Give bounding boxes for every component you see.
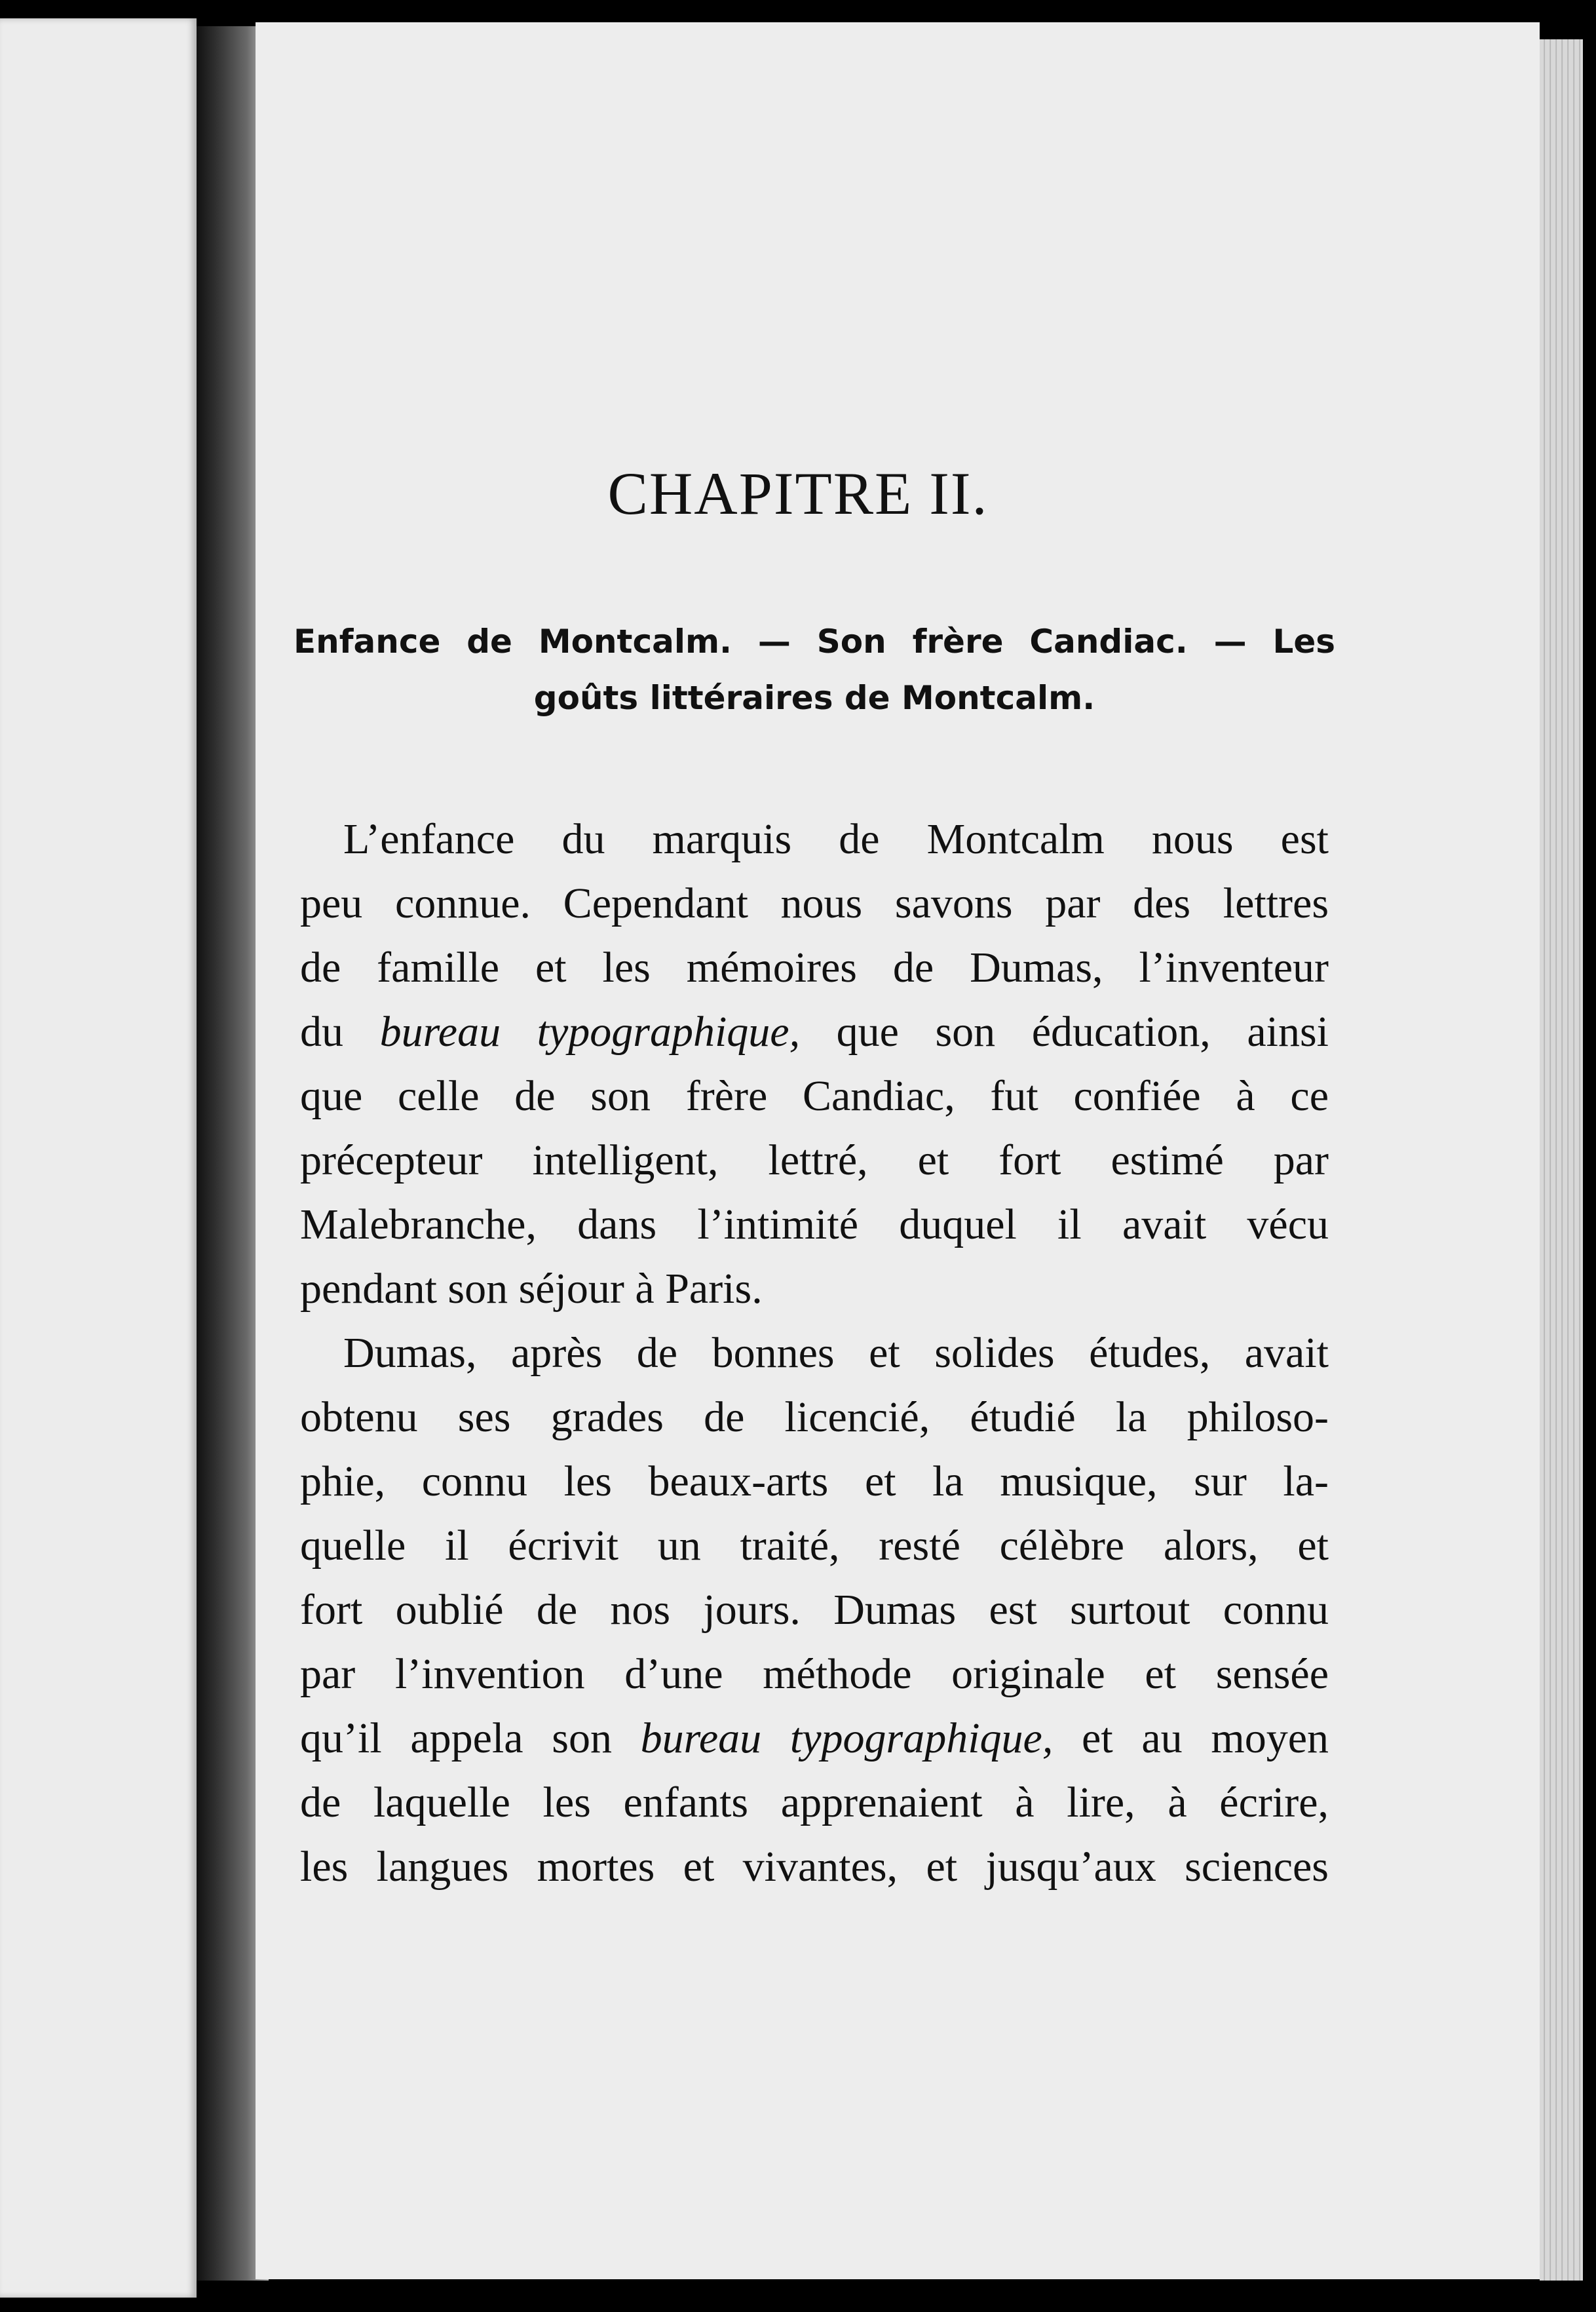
summary-line: goûts littéraires de Montcalm.	[533, 679, 1095, 717]
text-line: de famille et les mémoires de Dumas, l’inventeur	[300, 944, 1329, 992]
text-line	[300, 1000, 1329, 1064]
text-line: les langues mortes et vivantes, et jusqu’aux sciences	[300, 1843, 1329, 1891]
text-fragment: du	[300, 1008, 380, 1056]
text-line: que celle de son frère Candiac, fut confiée à ce	[300, 1072, 1329, 1120]
paragraph-2	[300, 1321, 1329, 1899]
text-line: phie, connu les beaux-arts et la musique, sur la-	[300, 1457, 1329, 1505]
text-fragment: et au moyen	[1053, 1714, 1329, 1762]
text-fragment: qu’il appela son	[300, 1714, 641, 1762]
text-line: quelle il écrivit un traité, resté célèbre alors, et	[300, 1522, 1329, 1570]
text-line: Dumas, après de bonnes et solides études, avait	[343, 1329, 1329, 1377]
chapter-title: CHAPITRE II.	[607, 460, 989, 527]
italic-title: bureau typographique,	[640, 1714, 1054, 1762]
paragraph-1	[300, 807, 1329, 1321]
text-line: peu connue. Cependant nous savons par des lettres	[300, 879, 1329, 927]
text-line: Malebranche, dans l’intimité duquel il avait vécu	[300, 1201, 1329, 1248]
text-line: pendant son séjour à Paris.	[300, 1265, 763, 1313]
text-line: fort oublié de nos jours. Dumas est surtout connu	[300, 1586, 1329, 1634]
italic-title: bureau typographique,	[379, 1008, 801, 1056]
text-line: par l’invention d’une méthode originale et sensée	[300, 1650, 1329, 1698]
text-line: obtenu ses grades de licencié, étudié la philoso-	[300, 1393, 1329, 1441]
text-line: L’enfance du marquis de Montcalm nous est	[343, 815, 1329, 863]
chapter-summary	[294, 613, 1335, 726]
left-facing-page	[0, 18, 197, 2298]
text-line: précepteur intelligent, lettré, et fort estimé par	[300, 1136, 1329, 1184]
body-text	[300, 807, 1329, 1899]
text-line	[300, 1706, 1329, 1771]
text-fragment: que son éducation, ainsi	[800, 1008, 1329, 1056]
page-edges	[1540, 39, 1583, 2281]
summary-line: Enfance de Montcalm. — Son frère Candiac. — Les	[294, 623, 1335, 661]
text-line: de laquelle les enfants apprenaient à lire, à écrire,	[300, 1779, 1329, 1826]
